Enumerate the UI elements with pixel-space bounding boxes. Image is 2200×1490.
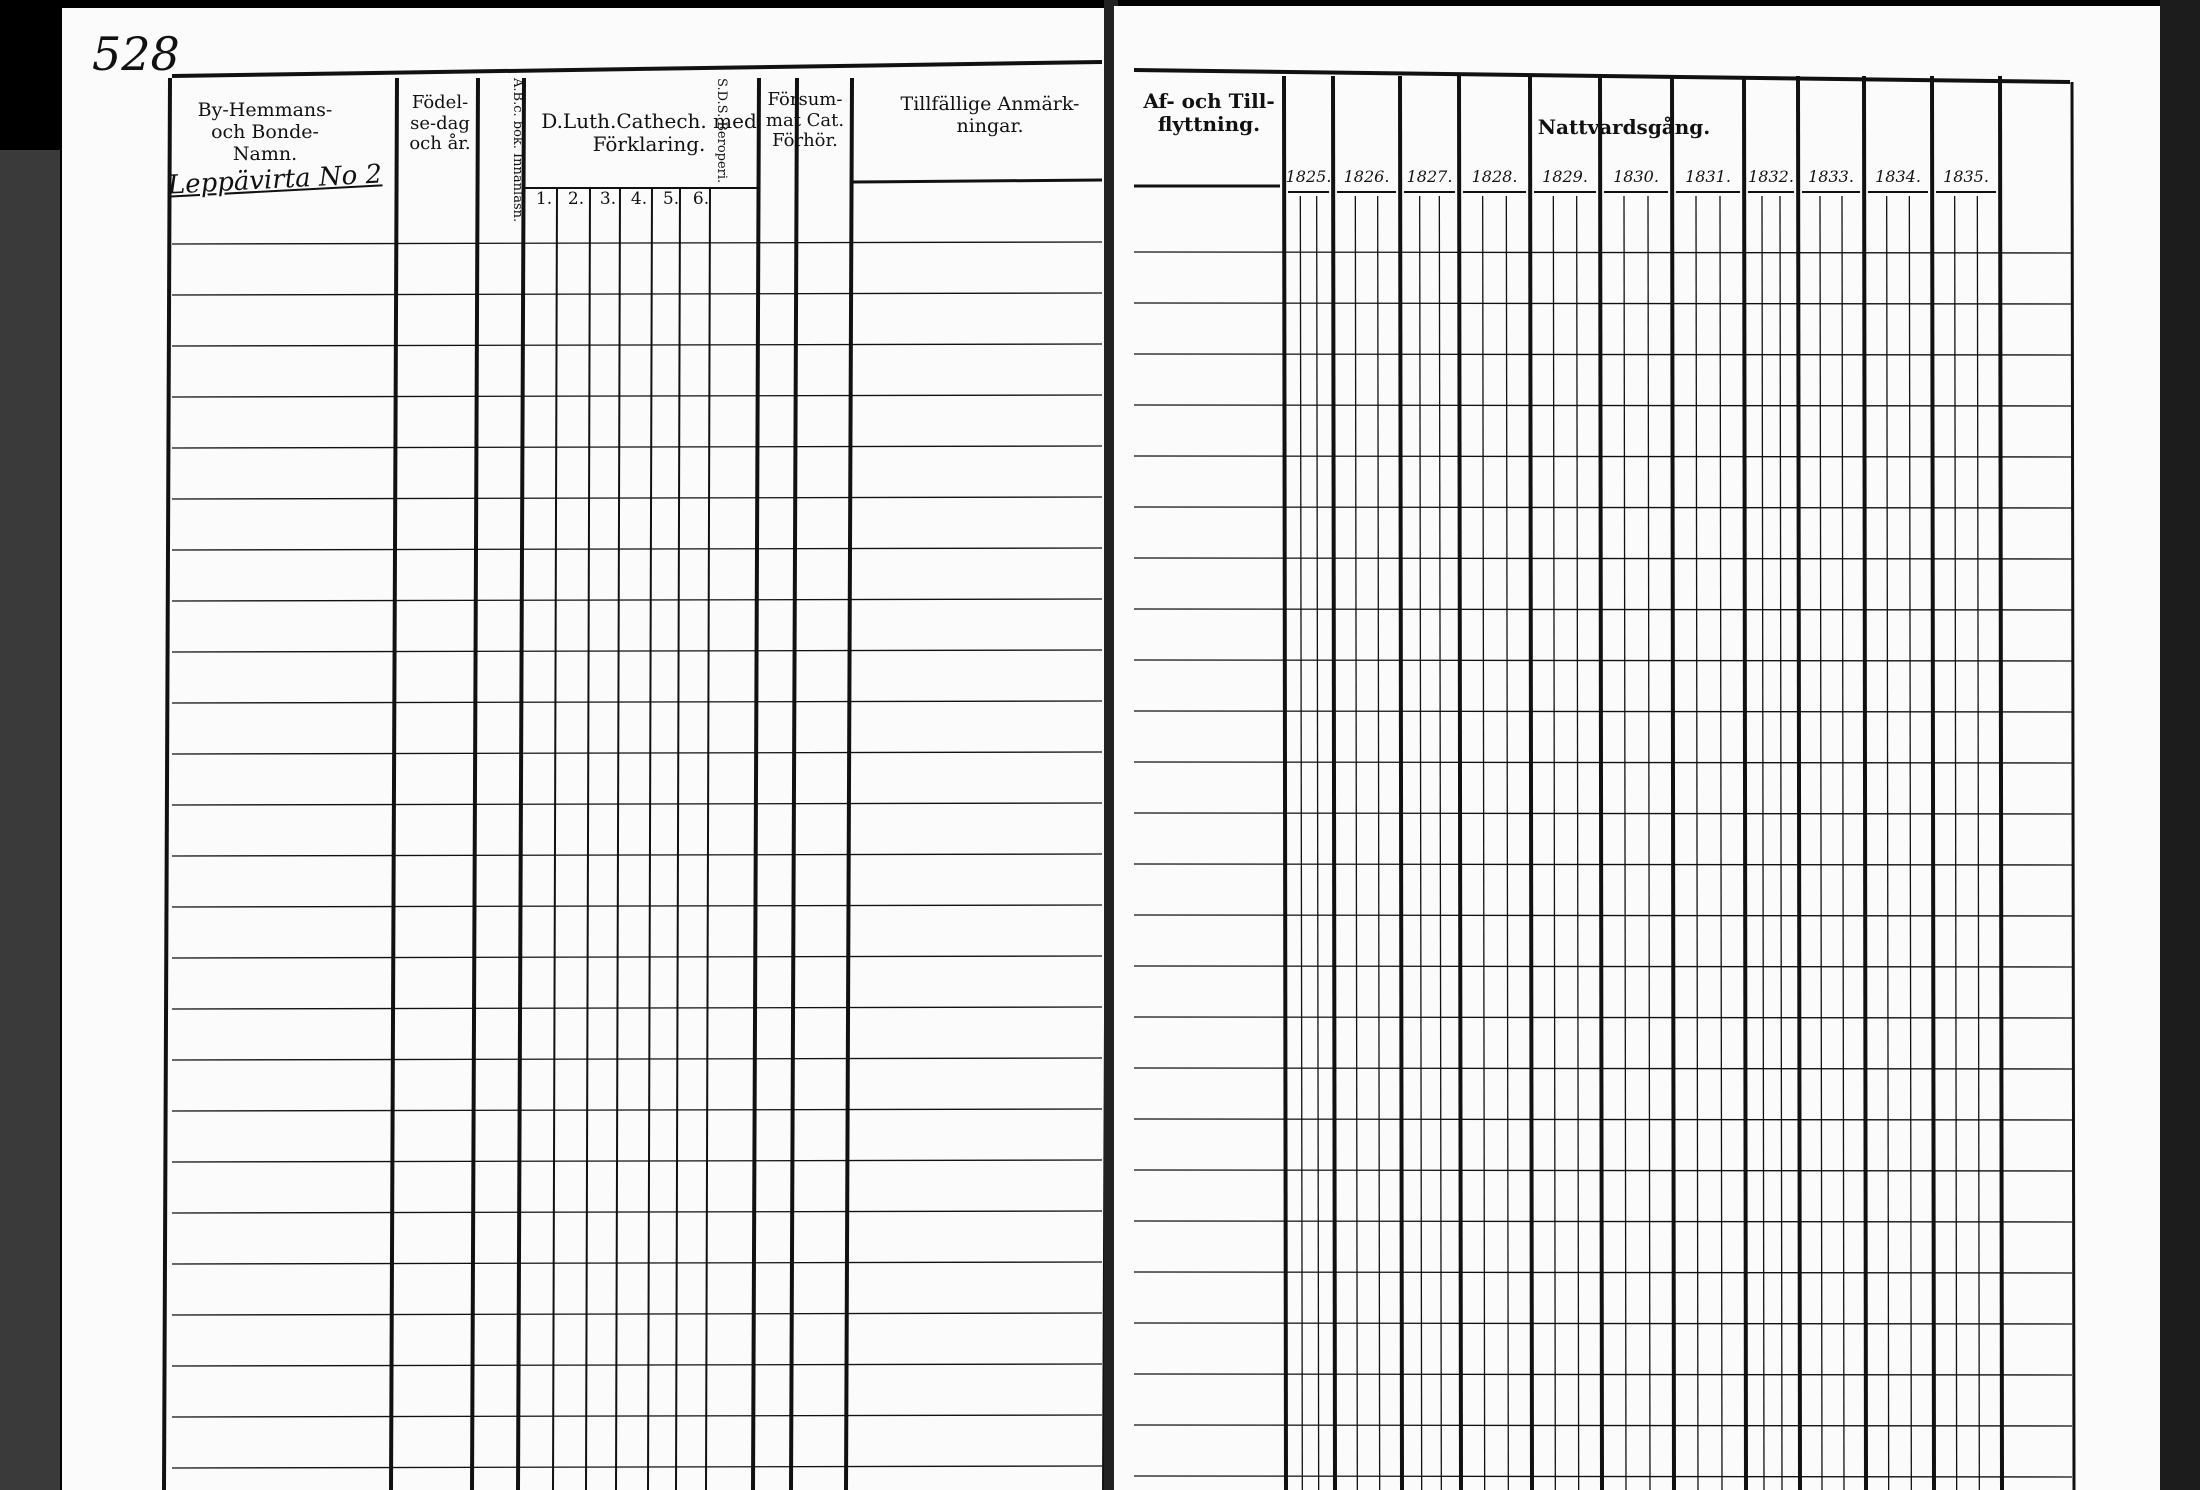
row-rule [1134, 1425, 2072, 1426]
sub-column-rule [1842, 196, 1844, 1490]
book-edge-left [0, 150, 60, 1490]
row-rule [172, 1007, 1102, 1009]
sub-column-rule [553, 188, 557, 1490]
row-rule [1134, 1476, 2072, 1477]
header-luth-cathech: D.Luth.Cathech. med Förklaring. [541, 109, 757, 156]
row-rule [1134, 1272, 2072, 1273]
header-nattvardsgang: Nattvardsgång. [1537, 115, 1711, 139]
column-rule-edge [2072, 82, 2074, 1490]
row-rule [1134, 1374, 2072, 1375]
row-rule [172, 1466, 1102, 1468]
row-rule [172, 1364, 1102, 1366]
sub-column-rule [1696, 196, 1698, 1490]
row-rule [172, 650, 1102, 652]
row-rule [172, 752, 1102, 754]
column-rule [1744, 76, 1746, 1490]
row-rule [1134, 1221, 2072, 1222]
row-rule [172, 701, 1102, 703]
left-ledger-page [62, 8, 1110, 1490]
column-rule [1864, 76, 1866, 1490]
year-label: 1825. [1285, 167, 1332, 186]
sub-column-rule [586, 188, 590, 1490]
row-rule [172, 803, 1102, 805]
right-ruling [1114, 6, 2160, 1490]
row-rule [1134, 1323, 2072, 1324]
row-rule [172, 1160, 1102, 1162]
sub-column-rule [1909, 196, 1911, 1490]
row-rule [172, 1415, 1102, 1417]
column-rule [518, 78, 524, 1490]
book-edge-right [2160, 0, 2200, 1490]
column-rule [1798, 76, 1800, 1490]
right-ledger-page [1114, 6, 2160, 1490]
year-label: 1833. [1808, 167, 1854, 186]
column-rule [1284, 76, 1286, 1490]
year-label: 1835. [1943, 167, 1989, 186]
year-label: 1828. [1471, 167, 1518, 186]
sub-column-rule [1553, 196, 1555, 1490]
row-rule [172, 1313, 1102, 1315]
page-number: 528 [92, 27, 180, 81]
catechism-sub-number: 2. [567, 189, 585, 209]
catechism-sub-number: 5. [662, 189, 680, 209]
column-rule [846, 78, 852, 1490]
column-rule [164, 78, 170, 1490]
column-rule [1672, 76, 1674, 1490]
handwritten-village-name: Leppävirta No 2 [167, 159, 383, 201]
sub-column-rule [1483, 196, 1485, 1490]
row-rule [172, 1262, 1102, 1264]
row-rule [172, 293, 1102, 295]
year-label: 1831. [1685, 167, 1731, 186]
sub-column-rule [1762, 196, 1764, 1490]
catechism-sub-number: 1. [535, 189, 553, 209]
year-label: 1826. [1343, 167, 1390, 186]
row-rule [172, 1109, 1102, 1111]
year-label: 1829. [1542, 167, 1588, 186]
row-rule [172, 344, 1102, 346]
sub-column-rule [1820, 196, 1822, 1490]
column-rule [472, 78, 478, 1490]
sub-column-rule [676, 188, 680, 1490]
header-abc-bok: A.B.c. bok. Innanläsn. [510, 78, 525, 223]
column-rule [1932, 76, 1934, 1490]
sub-column-rule [1977, 196, 1979, 1490]
row-rule [172, 497, 1102, 499]
year-label: 1827. [1406, 167, 1453, 186]
row-rule [172, 905, 1102, 907]
row-rule [1134, 1068, 2072, 1069]
row-rule [1134, 1017, 2072, 1018]
sub-column-rule [1317, 196, 1319, 1490]
column-rule [1600, 76, 1602, 1490]
row-rule [172, 956, 1102, 958]
year-label: 1832. [1748, 167, 1794, 186]
year-label: 1834. [1875, 167, 1921, 186]
sub-column-rule [648, 188, 652, 1490]
row-rule [1134, 1170, 2072, 1171]
column-rule [1530, 76, 1532, 1490]
header-fodelse: Födel-se-dag och år. [409, 92, 471, 155]
column-rule [1459, 76, 1461, 1490]
row-rule [172, 395, 1102, 397]
catechism-sub-number: 4. [630, 189, 648, 209]
sub-column-rule [1955, 196, 1957, 1490]
sub-column-rule [1355, 196, 1357, 1490]
row-rule [172, 1211, 1102, 1213]
sub-column-rule [1378, 196, 1380, 1490]
row-rule [172, 548, 1102, 550]
header-underline [852, 180, 1102, 182]
year-label: 1830. [1613, 167, 1659, 186]
left-ruling [62, 8, 1110, 1490]
sub-column-rule [1624, 196, 1626, 1490]
header-sd-s: S.D.S. Beroperi. [714, 78, 729, 184]
top-rule [172, 62, 1102, 76]
header-af-och-till: Af- och Till-flyttning. [1143, 89, 1275, 136]
sub-column-rule [1720, 196, 1722, 1490]
row-rule [172, 1058, 1102, 1060]
sub-column-rule [1577, 196, 1579, 1490]
row-rule [172, 599, 1102, 601]
sub-column-rule [706, 188, 710, 1490]
row-rule [172, 854, 1102, 856]
column-rule [753, 78, 759, 1490]
row-rule [172, 242, 1102, 244]
column-rule [791, 78, 797, 1490]
row-rule [172, 446, 1102, 448]
row-rule [1134, 1119, 2072, 1120]
column-rule [2000, 76, 2002, 1490]
header-tillfallige: Tillfällige Anmärk-ningar. [900, 93, 1080, 137]
sub-column-rule [1506, 196, 1508, 1490]
column-rule [1333, 76, 1335, 1490]
header-by-hemmans: By-Hemmans-och Bonde-Namn. [197, 99, 333, 165]
column-rule [391, 78, 397, 1490]
column-rule [1400, 76, 1402, 1490]
catechism-sub-number: 6. [692, 189, 710, 209]
sub-column-rule [1648, 196, 1650, 1490]
sub-column-rule [1780, 196, 1782, 1490]
sub-column-rule [1887, 196, 1889, 1490]
catechism-sub-number: 3. [599, 189, 617, 209]
sub-column-rule [616, 188, 620, 1490]
sub-column-rule [1420, 196, 1422, 1490]
sub-column-rule [1300, 196, 1302, 1490]
sub-column-rule [1439, 196, 1441, 1490]
header-forsummat: Försum-mat Cat. Förhör. [765, 89, 845, 152]
